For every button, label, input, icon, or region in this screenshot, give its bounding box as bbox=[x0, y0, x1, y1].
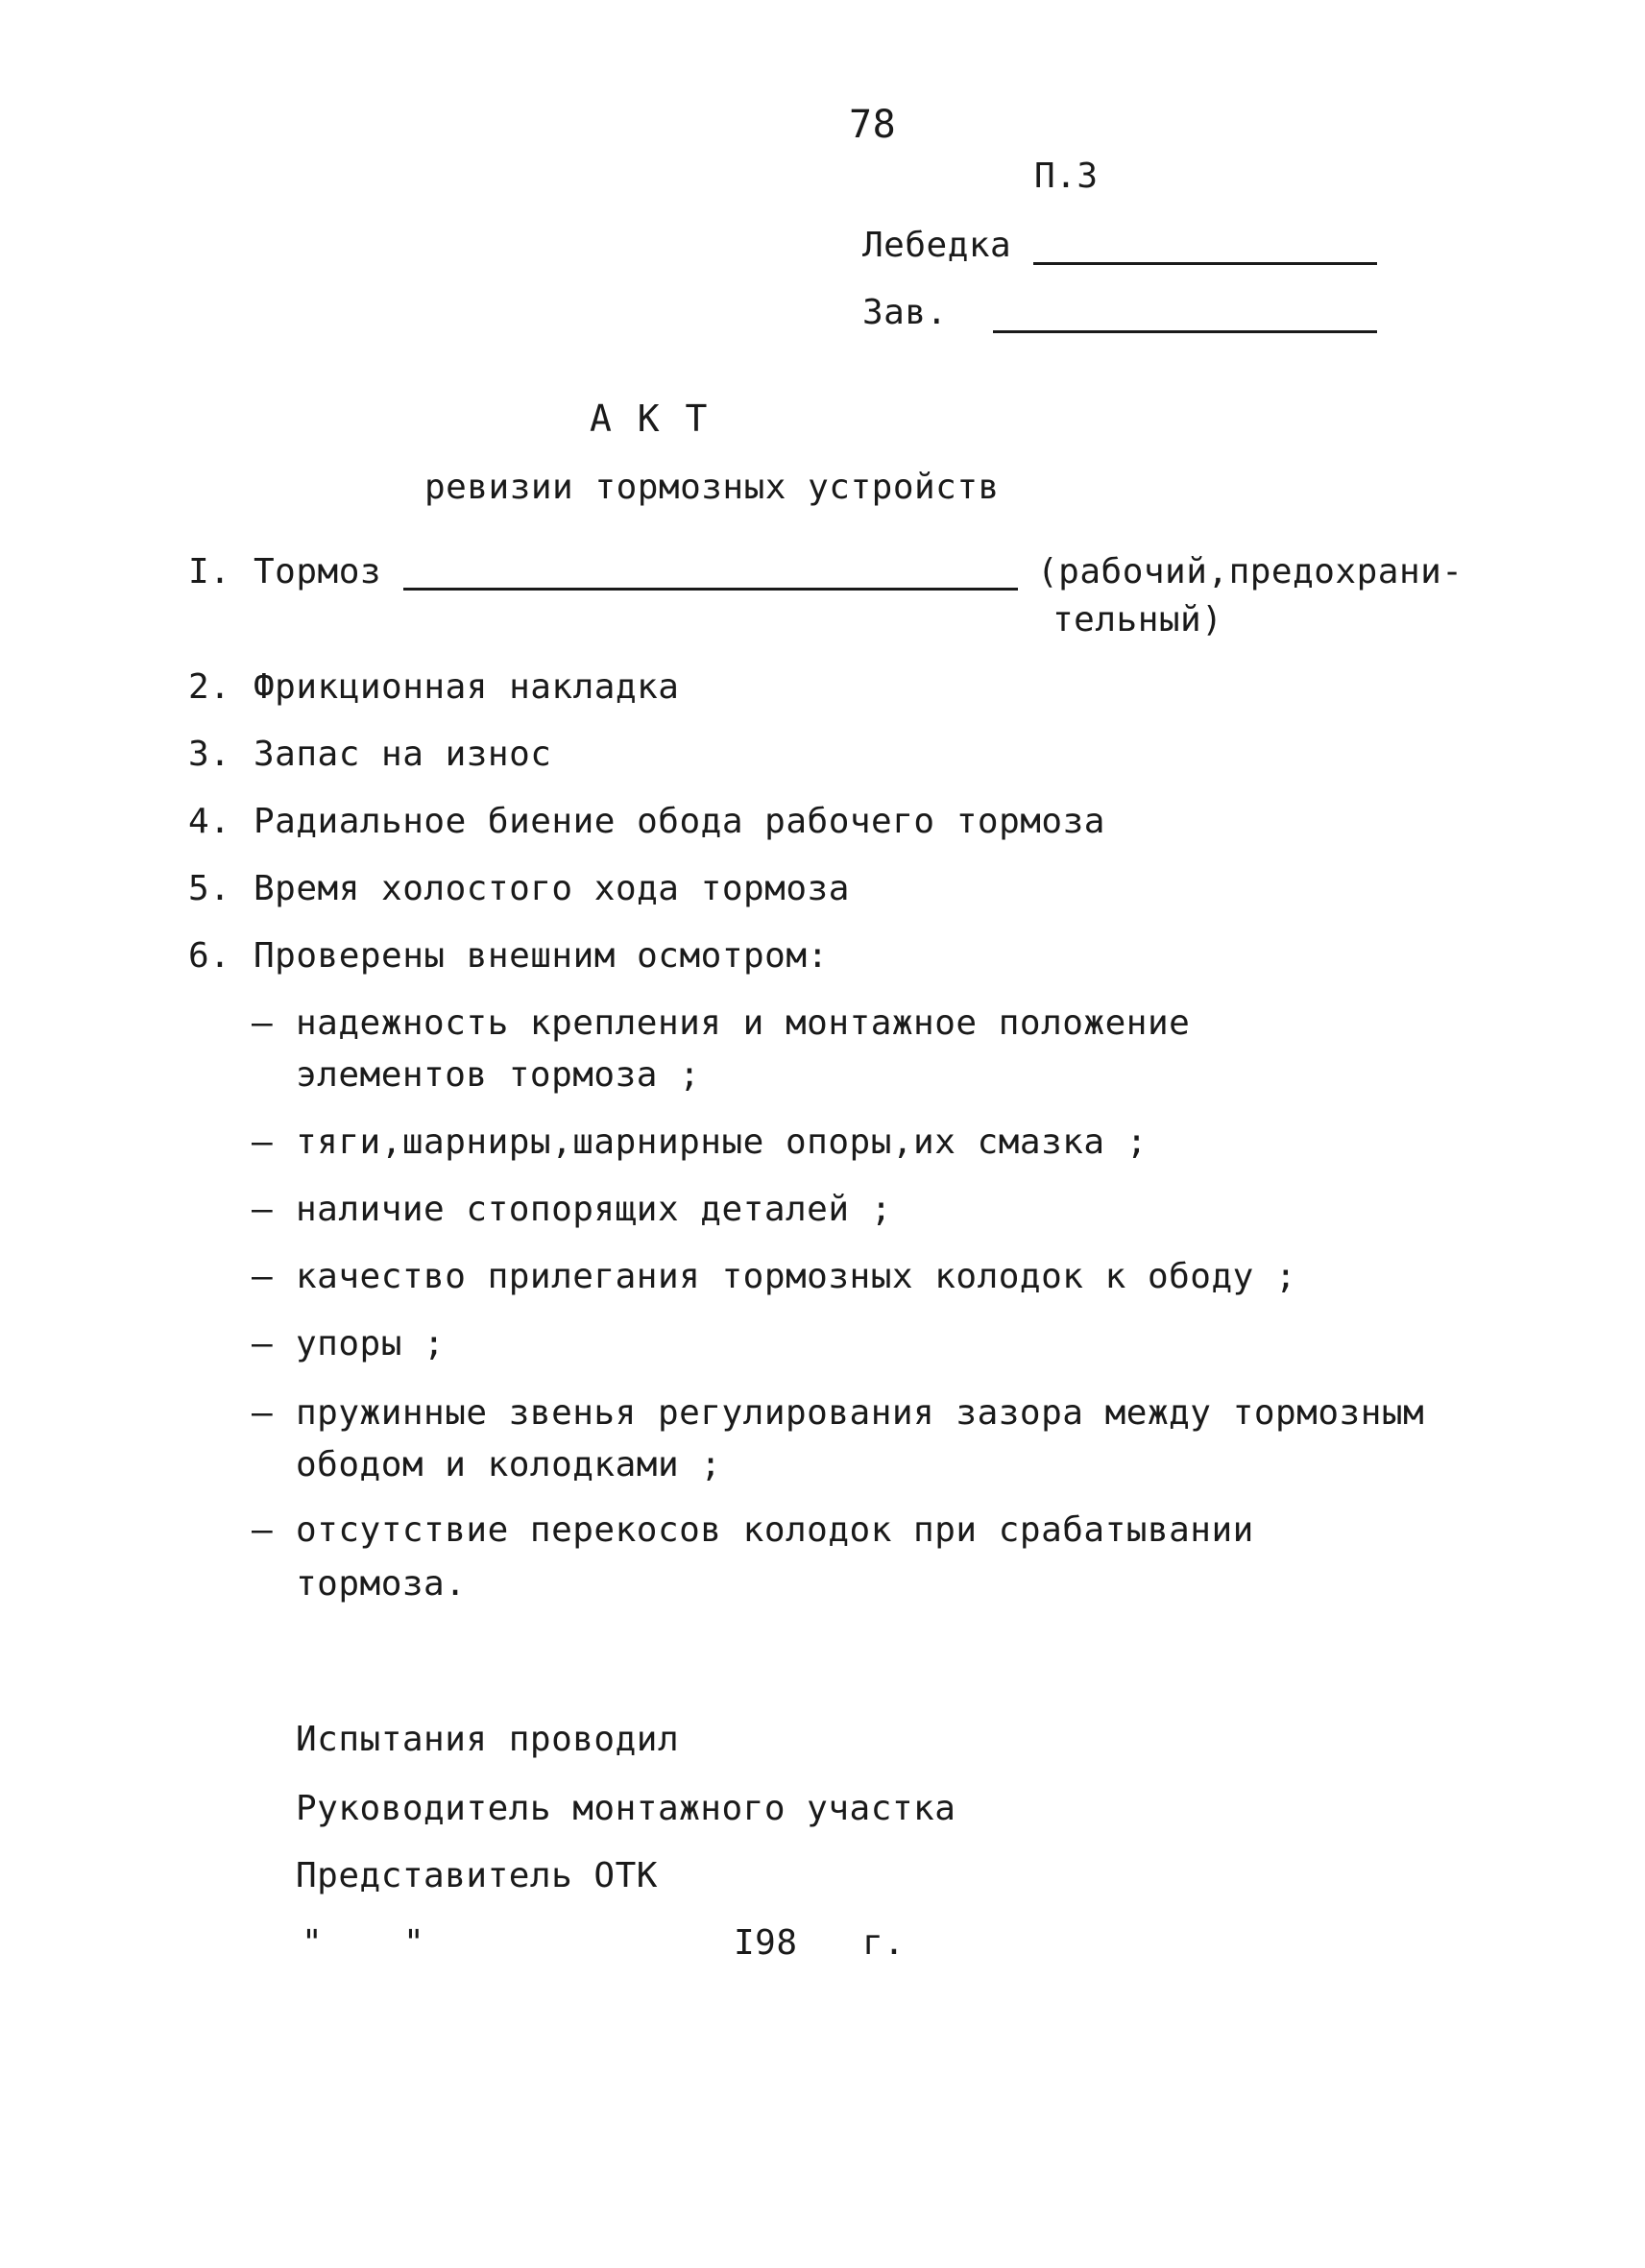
dash-bullet: – bbox=[252, 1324, 274, 1363]
item-number: 2. bbox=[188, 667, 231, 707]
item-text: Проверены внешним осмотром: bbox=[254, 936, 829, 976]
check-text: надежность крепления и монтажное положение bbox=[296, 1003, 1191, 1043]
check-text: упоры ; bbox=[296, 1324, 446, 1363]
item-number: 4. bbox=[188, 802, 231, 841]
item-wear-margin bbox=[188, 734, 551, 776]
check-text: тяги,шарниры,шарнирные опоры,их смазка ; bbox=[296, 1122, 1148, 1162]
item-radial-runout bbox=[188, 801, 1105, 843]
check-item bbox=[252, 1002, 1190, 1045]
winch-blank-line bbox=[1033, 262, 1377, 265]
check-text-cont: тормоза. bbox=[296, 1564, 467, 1604]
item-text: Радиальное биение обода рабочего тормоза bbox=[254, 802, 1105, 841]
dash-bullet: – bbox=[252, 1122, 274, 1162]
check-text: пружинные звенья регулирования зазора между тормозным bbox=[296, 1393, 1425, 1433]
act-subtitle: ревизии тормозных устройств bbox=[424, 468, 1000, 507]
act-title: А К Т bbox=[590, 398, 710, 440]
item-number: 5. bbox=[188, 869, 231, 908]
check-item bbox=[252, 1392, 1424, 1435]
check-text: наличие стопорящих деталей ; bbox=[296, 1190, 892, 1229]
date-quote-open: " bbox=[302, 1923, 324, 1963]
brake-type-note-cont: тельный) bbox=[1052, 600, 1223, 639]
item-text: Время холостого хода тормоза bbox=[254, 869, 850, 908]
item-friction-lining bbox=[188, 666, 679, 709]
check-item bbox=[252, 1122, 1148, 1164]
check-item bbox=[252, 1323, 445, 1365]
item-number: 3. bbox=[188, 735, 231, 774]
signature-otk-representative: Представитель ОТК bbox=[296, 1856, 658, 1895]
dash-bullet: – bbox=[252, 1393, 274, 1433]
dash-bullet: – bbox=[252, 1003, 274, 1043]
plant-label: Зав. bbox=[862, 293, 948, 332]
date-quote-close: " bbox=[403, 1923, 425, 1963]
item-text: Фрикционная накладка bbox=[254, 667, 680, 707]
item-brake bbox=[188, 551, 381, 593]
check-item bbox=[252, 1256, 1296, 1298]
check-text: качество прилегания тормозных колодок к ободу ; bbox=[296, 1257, 1297, 1296]
dash-bullet: – bbox=[252, 1190, 274, 1229]
check-item bbox=[252, 1189, 892, 1231]
date-year: I98 bbox=[734, 1923, 798, 1963]
brake-type-note: (рабочий,предохрани- bbox=[1037, 552, 1464, 591]
check-text-cont: элементов тормоза ; bbox=[296, 1055, 701, 1095]
dash-bullet: – bbox=[252, 1510, 274, 1550]
plant-blank-line bbox=[993, 330, 1377, 333]
item-idle-time bbox=[188, 868, 850, 910]
winch-label: Лебедка bbox=[862, 226, 1012, 265]
signature-tested-by: Испытания проводил bbox=[296, 1720, 680, 1759]
item-text: Тормоз bbox=[254, 552, 382, 591]
page-number: 78 bbox=[849, 103, 897, 147]
check-text-cont: ободом и колодками ; bbox=[296, 1445, 722, 1484]
appendix-reference: П.3 bbox=[1034, 157, 1099, 196]
item-number: 6. bbox=[188, 936, 231, 976]
item-number: I. bbox=[188, 552, 231, 591]
brake-blank-line bbox=[403, 588, 1018, 591]
date-suffix: г. bbox=[862, 1923, 906, 1963]
dash-bullet: – bbox=[252, 1257, 274, 1296]
check-item bbox=[252, 1509, 1254, 1552]
check-text: отсутствие перекосов колодок при срабатывании bbox=[296, 1510, 1254, 1550]
signature-site-manager: Руководитель монтажного участка bbox=[296, 1789, 956, 1828]
item-visual-inspection bbox=[188, 935, 829, 977]
item-text: Запас на износ bbox=[254, 735, 552, 774]
